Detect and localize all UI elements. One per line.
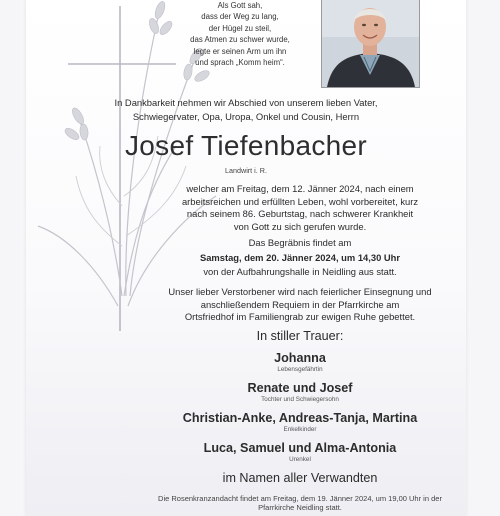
poem-line: dass der Weg zu lang,	[201, 12, 279, 22]
poem-line: das Atmen zu schwer wurde,	[190, 35, 290, 45]
funeral-intro: Das Begräbnis findet am	[248, 237, 352, 248]
mourner-relation: Lebensgefährtin	[277, 366, 323, 373]
ceremony-line: anschließendem Requiem in der Pfarrkirche am	[200, 298, 400, 310]
ceremony-line: Ortsfriedhof im Familiengrab zur ewigen Ruhe gebettet.	[184, 311, 416, 323]
mourners-closing: im Namen aller Verwandten	[222, 471, 378, 485]
mourner-relation: Enkelkinder	[283, 426, 317, 433]
funeral-details	[150, 236, 450, 280]
ceremony-line: Unser lieber Verstorbener wird nach feierlicher Einsegnung und	[168, 286, 432, 297]
poem-line: und sprach „Komm heim“.	[195, 58, 285, 68]
poem	[150, 0, 330, 68]
poem-line: Als Gott sah,	[217, 1, 263, 10]
deceased-occupation: Landwirt i. R.	[225, 166, 267, 175]
portrait-photo	[321, 0, 420, 88]
footer-note: Die Rosenkranzandacht findet am Freitag, dem 19. Jänner 2024, um 19,00 Uhr in der Pfarrkirche Neidling statt.	[158, 494, 442, 512]
intro-line: In Dankbarkeit nehmen wir Abschied von unserem lieben Vater,	[114, 97, 378, 108]
mourner-group	[150, 351, 450, 374]
intro-line: Schwiegervater, Opa, Uropa, Onkel und Cousin, Herrn	[132, 111, 360, 122]
deceased-name: Josef Tiefenbacher	[125, 130, 367, 161]
intro-text	[26, 96, 466, 124]
mourner-names: Renate und Josef	[247, 381, 353, 395]
mourner-group	[150, 411, 450, 434]
mourner-names: Johanna	[274, 351, 326, 365]
funeral-date: Samstag, dem 20. Jänner 2024, um 14,30 Uhr	[199, 251, 401, 263]
announcement-line: arbeitsreichen und erfüllten Leben, wohl vorbereitet, kurz	[181, 195, 419, 207]
poem-line: der Hügel zu steil,	[208, 23, 272, 33]
poem-line: legte er seinen Arm um ihn	[193, 46, 287, 56]
announcement-text	[150, 183, 450, 233]
mourner-names: Luca, Samuel und Alma-Antonia	[203, 441, 397, 455]
announcement-line: welcher am Freitag, dem 12. Jänner 2024, nach einem	[186, 183, 414, 194]
mourner-names: Christian-Anke, Andreas-Tanja, Martina	[182, 411, 418, 425]
mourners-title: In stiller Trauer:	[256, 329, 344, 343]
announcement-line: von Gott zu sich gerufen wurde.	[233, 220, 367, 232]
mourner-group	[150, 441, 450, 464]
announcement-line: nach seinem 86. Geburtstag, nach schwerer Krankheit	[186, 208, 414, 220]
mourner-relation: Tochter und Schwiegersohn	[261, 396, 339, 403]
funeral-location: von der Aufbahrungshalle in Neidling aus statt.	[203, 266, 397, 277]
mourner-relation: Urenkel	[289, 456, 311, 463]
ceremony-text	[150, 286, 450, 324]
mourner-group	[150, 381, 450, 404]
